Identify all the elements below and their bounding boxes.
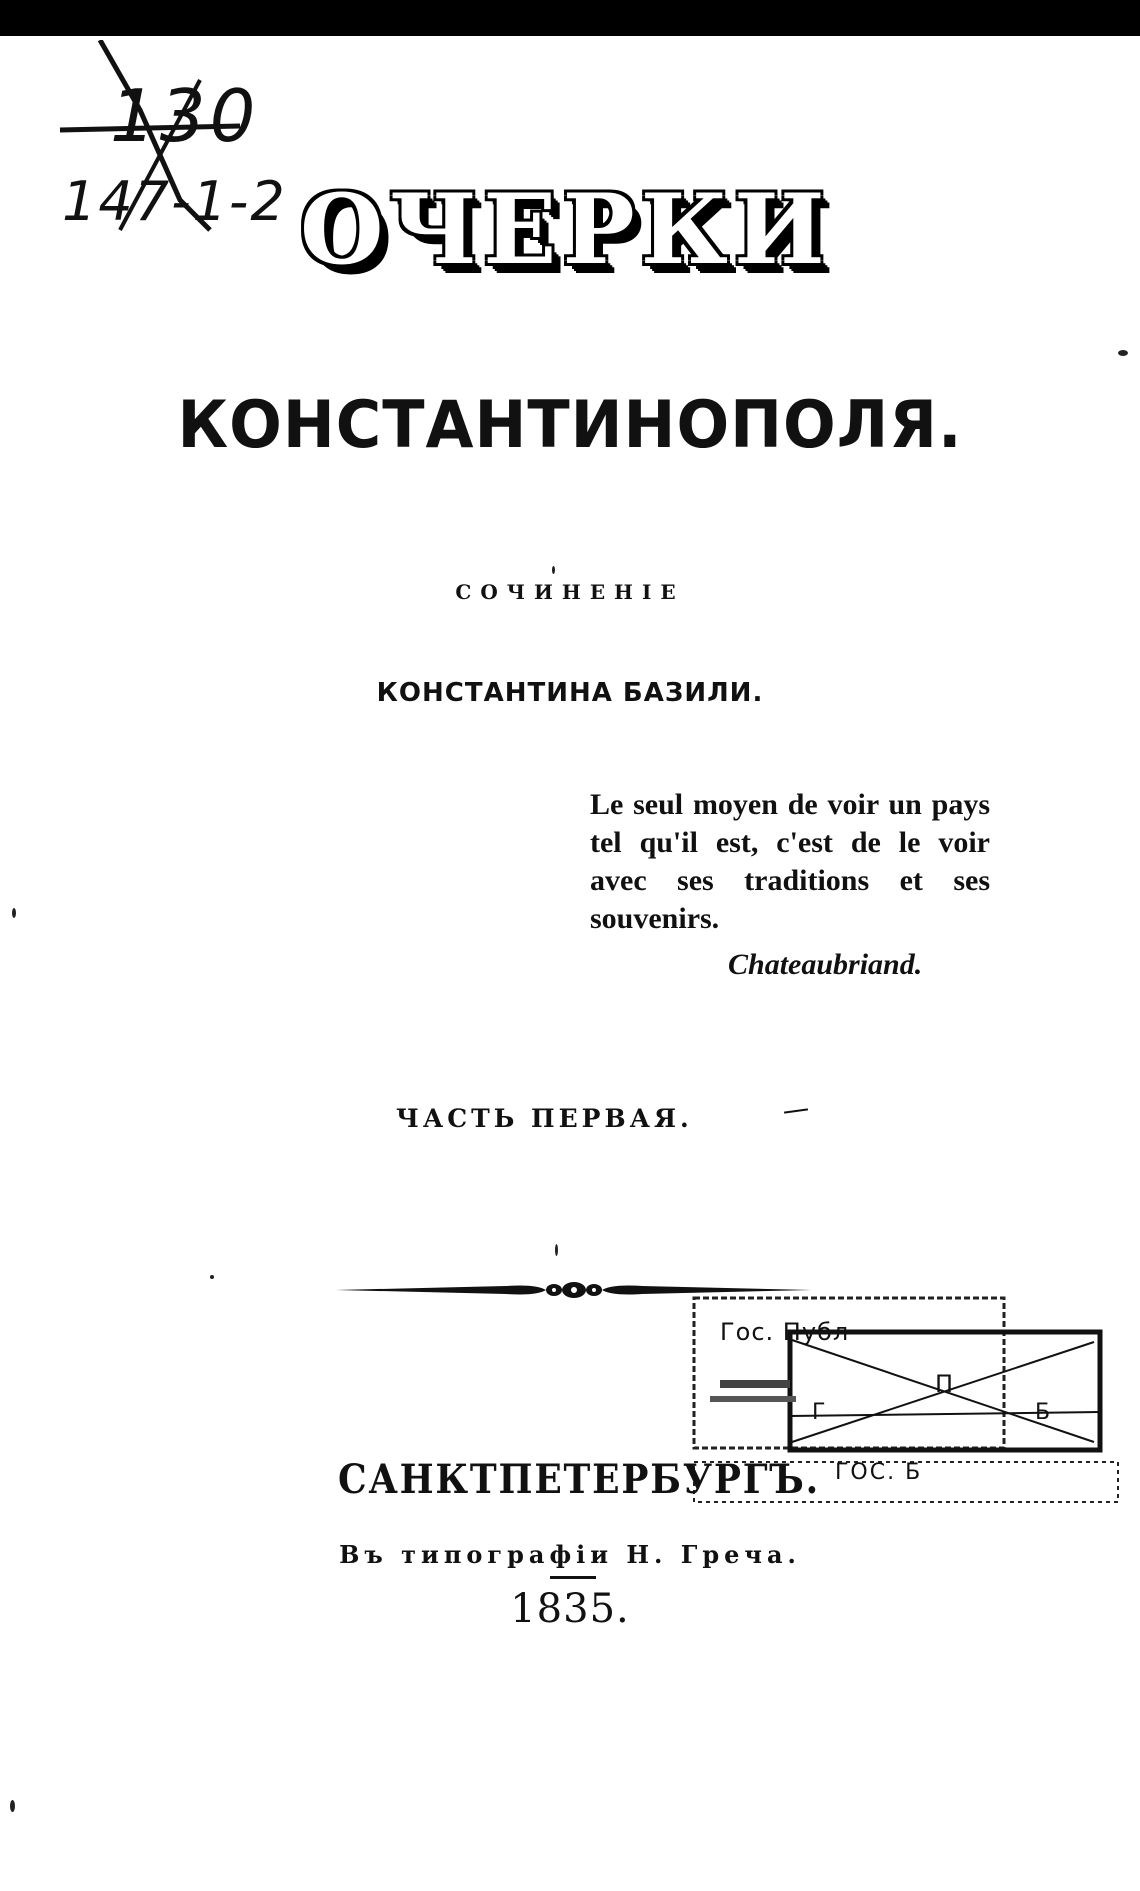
scan-speck [555,1244,558,1256]
stamp-text-library: Гос. Публ [720,1318,850,1346]
scan-speck [10,1800,15,1812]
stamp-letter-b: Б [1035,1400,1051,1425]
imprint-year: 1835. [510,1586,630,1632]
stamp-letter-p: П [935,1370,954,1398]
volume-label: ЧАСТЬ ПЕРВАЯ. [396,1104,693,1133]
year-rule [550,1576,596,1579]
shelfmark-number: 130 [110,74,260,158]
scan-top-border [0,0,1140,36]
book-title: ОЧЕРКИ [300,173,831,286]
work-label: СОЧИНЕНIЕ [455,580,685,604]
stamp-letter-g: Г [812,1400,826,1425]
epigraph-text: Le seul moyen de voir un pays tel qu'il est, c'est de le voir avec ses traditions et ses souvenirs. [590,788,990,935]
book-subtitle: КОНСТАНТИНОПОЛЯ. [177,386,963,463]
epigraph-attribution: Chateaubriand. [728,948,923,981]
stamp-text-gos: ГОС. Б [835,1460,923,1485]
scan-speck [1118,350,1128,356]
scan-speck [210,1275,214,1279]
author-name: КОНСТАНТИНА БАЗИЛИ. [376,678,764,708]
shelfmark-code: 147-1-2 [62,170,287,233]
imprint-city: САНКТПЕТЕРБУРГЪ. [338,1456,820,1503]
scan-speck [12,908,16,918]
imprint-printer: Въ типографiи Н. Греча. [339,1540,801,1569]
scan-speck [552,566,555,574]
